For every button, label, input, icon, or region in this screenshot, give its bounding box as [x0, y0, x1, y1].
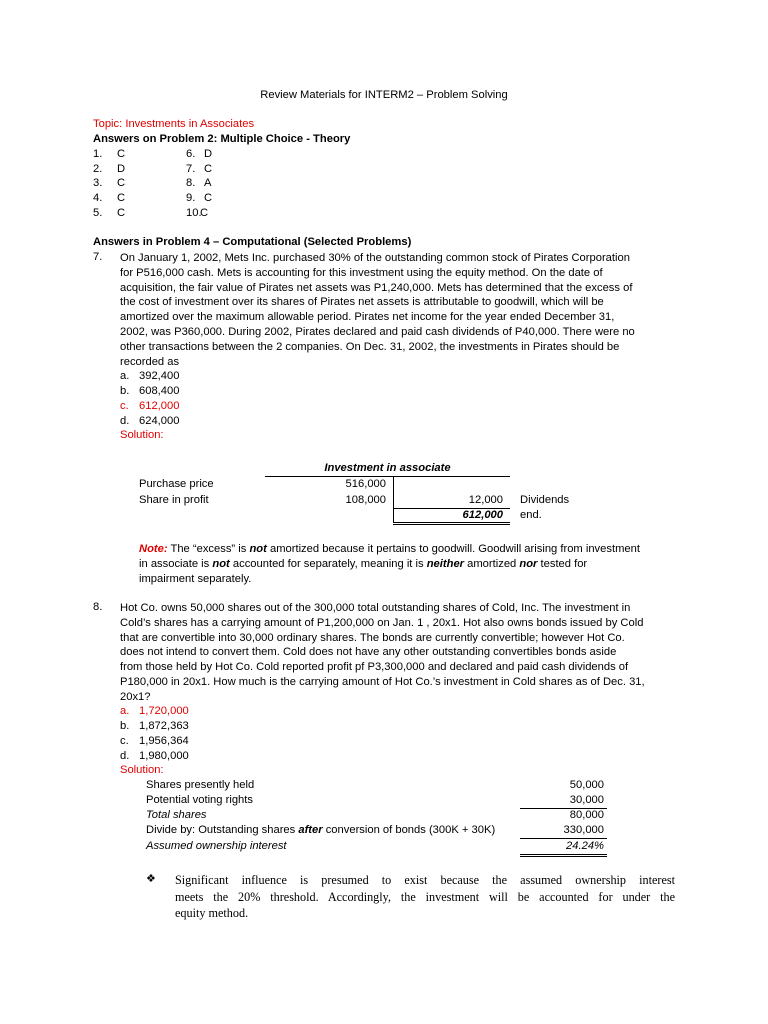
double-underline-2 — [393, 524, 510, 525]
text-line: other transactions between the 2 companies. On Dec. 31, 2002, the investments in Pirates should be — [120, 340, 620, 353]
text-line: the cost of investment over its shares of Pirates net assets is attributable to goodwill, which will be — [120, 296, 604, 309]
text-line: acquisition, the fair value of Pirates net assets was P1,240,000. Mets has determined that the excess of — [120, 281, 633, 294]
answer-letter: C — [117, 207, 126, 219]
text-line: for P516,000 cash. Mets is accounting for this investment using the equity method. On the date of — [120, 266, 603, 279]
choice-letter: b. — [120, 385, 130, 397]
note-text: amortized because it pertains to goodwill. Goodwill arising from investment — [266, 543, 640, 555]
debit-label: Share in profit — [139, 494, 209, 506]
note-emphasis: neither — [426, 557, 465, 570]
diamond-bullet-icon: ❖ — [146, 873, 156, 885]
label-part: conversion of bonds (300K + 30K) — [322, 824, 496, 836]
text-line: from those held by Hot Co. Cold reported profit pf P3,300,000 and declared and paid cash dividends of — [120, 661, 629, 674]
answer-num: 1. — [93, 148, 103, 160]
answer-letter: A — [204, 177, 212, 189]
answer-letter: C — [117, 177, 126, 189]
t-account-top-rule — [265, 476, 510, 477]
text-line: impairment separately. — [139, 572, 252, 585]
note-text: The “excess” is — [167, 543, 250, 555]
schedule-label: Total shares — [146, 809, 207, 821]
text-line: Significant influence is presumed to exist because the assumed ownership interest — [175, 873, 675, 887]
schedule-value: 330,000 — [563, 824, 604, 836]
conclusion-paragraph — [175, 872, 675, 922]
text-line: amortized over the maximum allowable period. Pirates net income for the year ended December 31, — [120, 311, 615, 324]
note-text: amortized — [464, 557, 520, 570]
debit-value: 108,000 — [345, 494, 386, 506]
choice-value-correct: 612,000 — [139, 400, 180, 412]
text-line: On January 1, 2002, Mets Inc. purchased 30% of the outstanding common stock of Pirates Corporation — [120, 252, 630, 264]
answer-letter: D — [117, 163, 126, 175]
answer-num: 9. — [186, 192, 196, 204]
answer-letter: C — [204, 163, 213, 175]
answer-num: 3. — [93, 177, 103, 189]
schedule-value: 80,000 — [569, 809, 604, 821]
choice-value: 608,400 — [139, 385, 180, 397]
choice-letter: a. — [120, 370, 130, 382]
note-paragraph — [139, 542, 699, 586]
choice-value: 1,956,364 — [139, 735, 189, 747]
text-line: does not intend to convert them. Cold does not have any other outstanding convertibles bonds aside — [120, 646, 617, 659]
topic-label: Topic: Investments in Associates — [93, 118, 255, 130]
choice-letter: b. — [120, 720, 130, 732]
answer-num: 10. — [186, 207, 202, 219]
text-line: that are convertible into 30,000 ordinary shares. The bonds are currently convertible; however Hot Co. — [120, 631, 625, 644]
solution-label: Solution: — [120, 764, 164, 776]
debit-label: Purchase price — [139, 478, 214, 490]
choice-value: 624,000 — [139, 415, 180, 427]
note-label: Note: — [139, 543, 168, 555]
choice-letter: c. — [120, 735, 129, 747]
question-number: 7. — [93, 251, 103, 263]
answer-letter: C — [117, 192, 126, 204]
text-line: Hot Co. owns 50,000 shares out of the 300,000 total outstanding shares of Cold, Inc. The investment in — [120, 602, 631, 614]
label-emphasis: after — [298, 824, 323, 836]
double-underline-1 — [393, 522, 510, 523]
double-underline-2 — [520, 856, 607, 857]
schedule-value: 50,000 — [569, 779, 604, 791]
answer-letter: D — [204, 148, 213, 160]
choice-letter: d. — [120, 415, 130, 427]
choice-letter-correct: a. — [120, 705, 130, 717]
problem2-heading: Answers on Problem 2: Multiple Choice - Theory — [93, 133, 351, 145]
choice-value: 1,980,000 — [139, 750, 189, 762]
text-line: equity method. — [175, 906, 249, 920]
note-text: accounted for separately, meaning it is — [229, 557, 427, 570]
ending-label: end. — [520, 509, 542, 521]
text-line: Cold’s shares has a carrying amount of P1,200,000 on Jan. 1 , 20x1. Hot also owns bonds issued by Cold — [120, 616, 644, 629]
text-line: 2002, was P360,000. During 2002, Pirates declared and paid cash dividends of P40,000. There were no — [120, 325, 635, 338]
choice-letter-correct: c. — [120, 400, 129, 412]
answer-num: 7. — [186, 163, 196, 175]
text-line: 20x1? — [120, 690, 151, 703]
credit-value: 12,000 — [468, 494, 503, 506]
text-line: P180,000 in 20x1. How much is the carrying amount of Hot Co.’s investment in Cold shares as of Dec. 31, — [120, 675, 645, 688]
note-text: in associate is — [139, 557, 213, 570]
question-number: 8. — [93, 601, 103, 613]
schedule-label: Potential voting rights — [146, 794, 253, 806]
answer-letter: C — [200, 207, 209, 219]
answer-letter: C — [117, 148, 126, 160]
solution-label: Solution: — [120, 429, 164, 441]
t-account-title: Investment in associate — [324, 462, 451, 474]
total-rule — [520, 838, 607, 839]
text-line — [139, 542, 699, 557]
text-line: meets the 20% threshold. Accordingly, the investment will be accounted for under the — [175, 889, 675, 904]
answer-num: 8. — [186, 177, 196, 189]
question-7-text — [120, 251, 680, 369]
choice-value: 392,400 — [139, 370, 180, 382]
page-title: Review Materials for INTERM2 – Problem Solving — [260, 89, 508, 101]
t-account-divider — [393, 476, 394, 522]
ending-balance: 612,000 — [462, 509, 503, 521]
credit-label: Dividends — [520, 494, 570, 506]
question-8-text — [120, 601, 680, 705]
answer-num: 4. — [93, 192, 103, 204]
choice-value-correct: 1,720,000 — [139, 705, 189, 717]
answer-num: 2. — [93, 163, 103, 175]
problem4-heading: Answers in Problem 4 – Computational (Selected Problems) — [93, 236, 412, 248]
note-emphasis: nor — [519, 557, 538, 570]
double-underline-1 — [520, 854, 607, 855]
choice-value: 1,872,363 — [139, 720, 189, 732]
schedule-label — [146, 824, 495, 836]
answer-num: 5. — [93, 207, 103, 219]
note-emphasis: not — [212, 557, 230, 570]
ownership-result: 24.24% — [566, 840, 604, 852]
schedule-label: Assumed ownership interest — [146, 840, 287, 852]
debit-value: 516,000 — [345, 478, 386, 490]
choice-letter: d. — [120, 750, 130, 762]
label-part: Divide by: Outstanding shares — [146, 824, 299, 836]
schedule-value: 30,000 — [569, 794, 604, 806]
text-line: recorded as — [120, 355, 180, 368]
schedule-label: Shares presently held — [146, 779, 255, 791]
answer-letter: C — [204, 192, 213, 204]
text-line — [139, 557, 699, 572]
answer-num: 6. — [186, 148, 196, 160]
note-emphasis: not — [249, 543, 267, 555]
note-text: tested for — [537, 557, 588, 570]
